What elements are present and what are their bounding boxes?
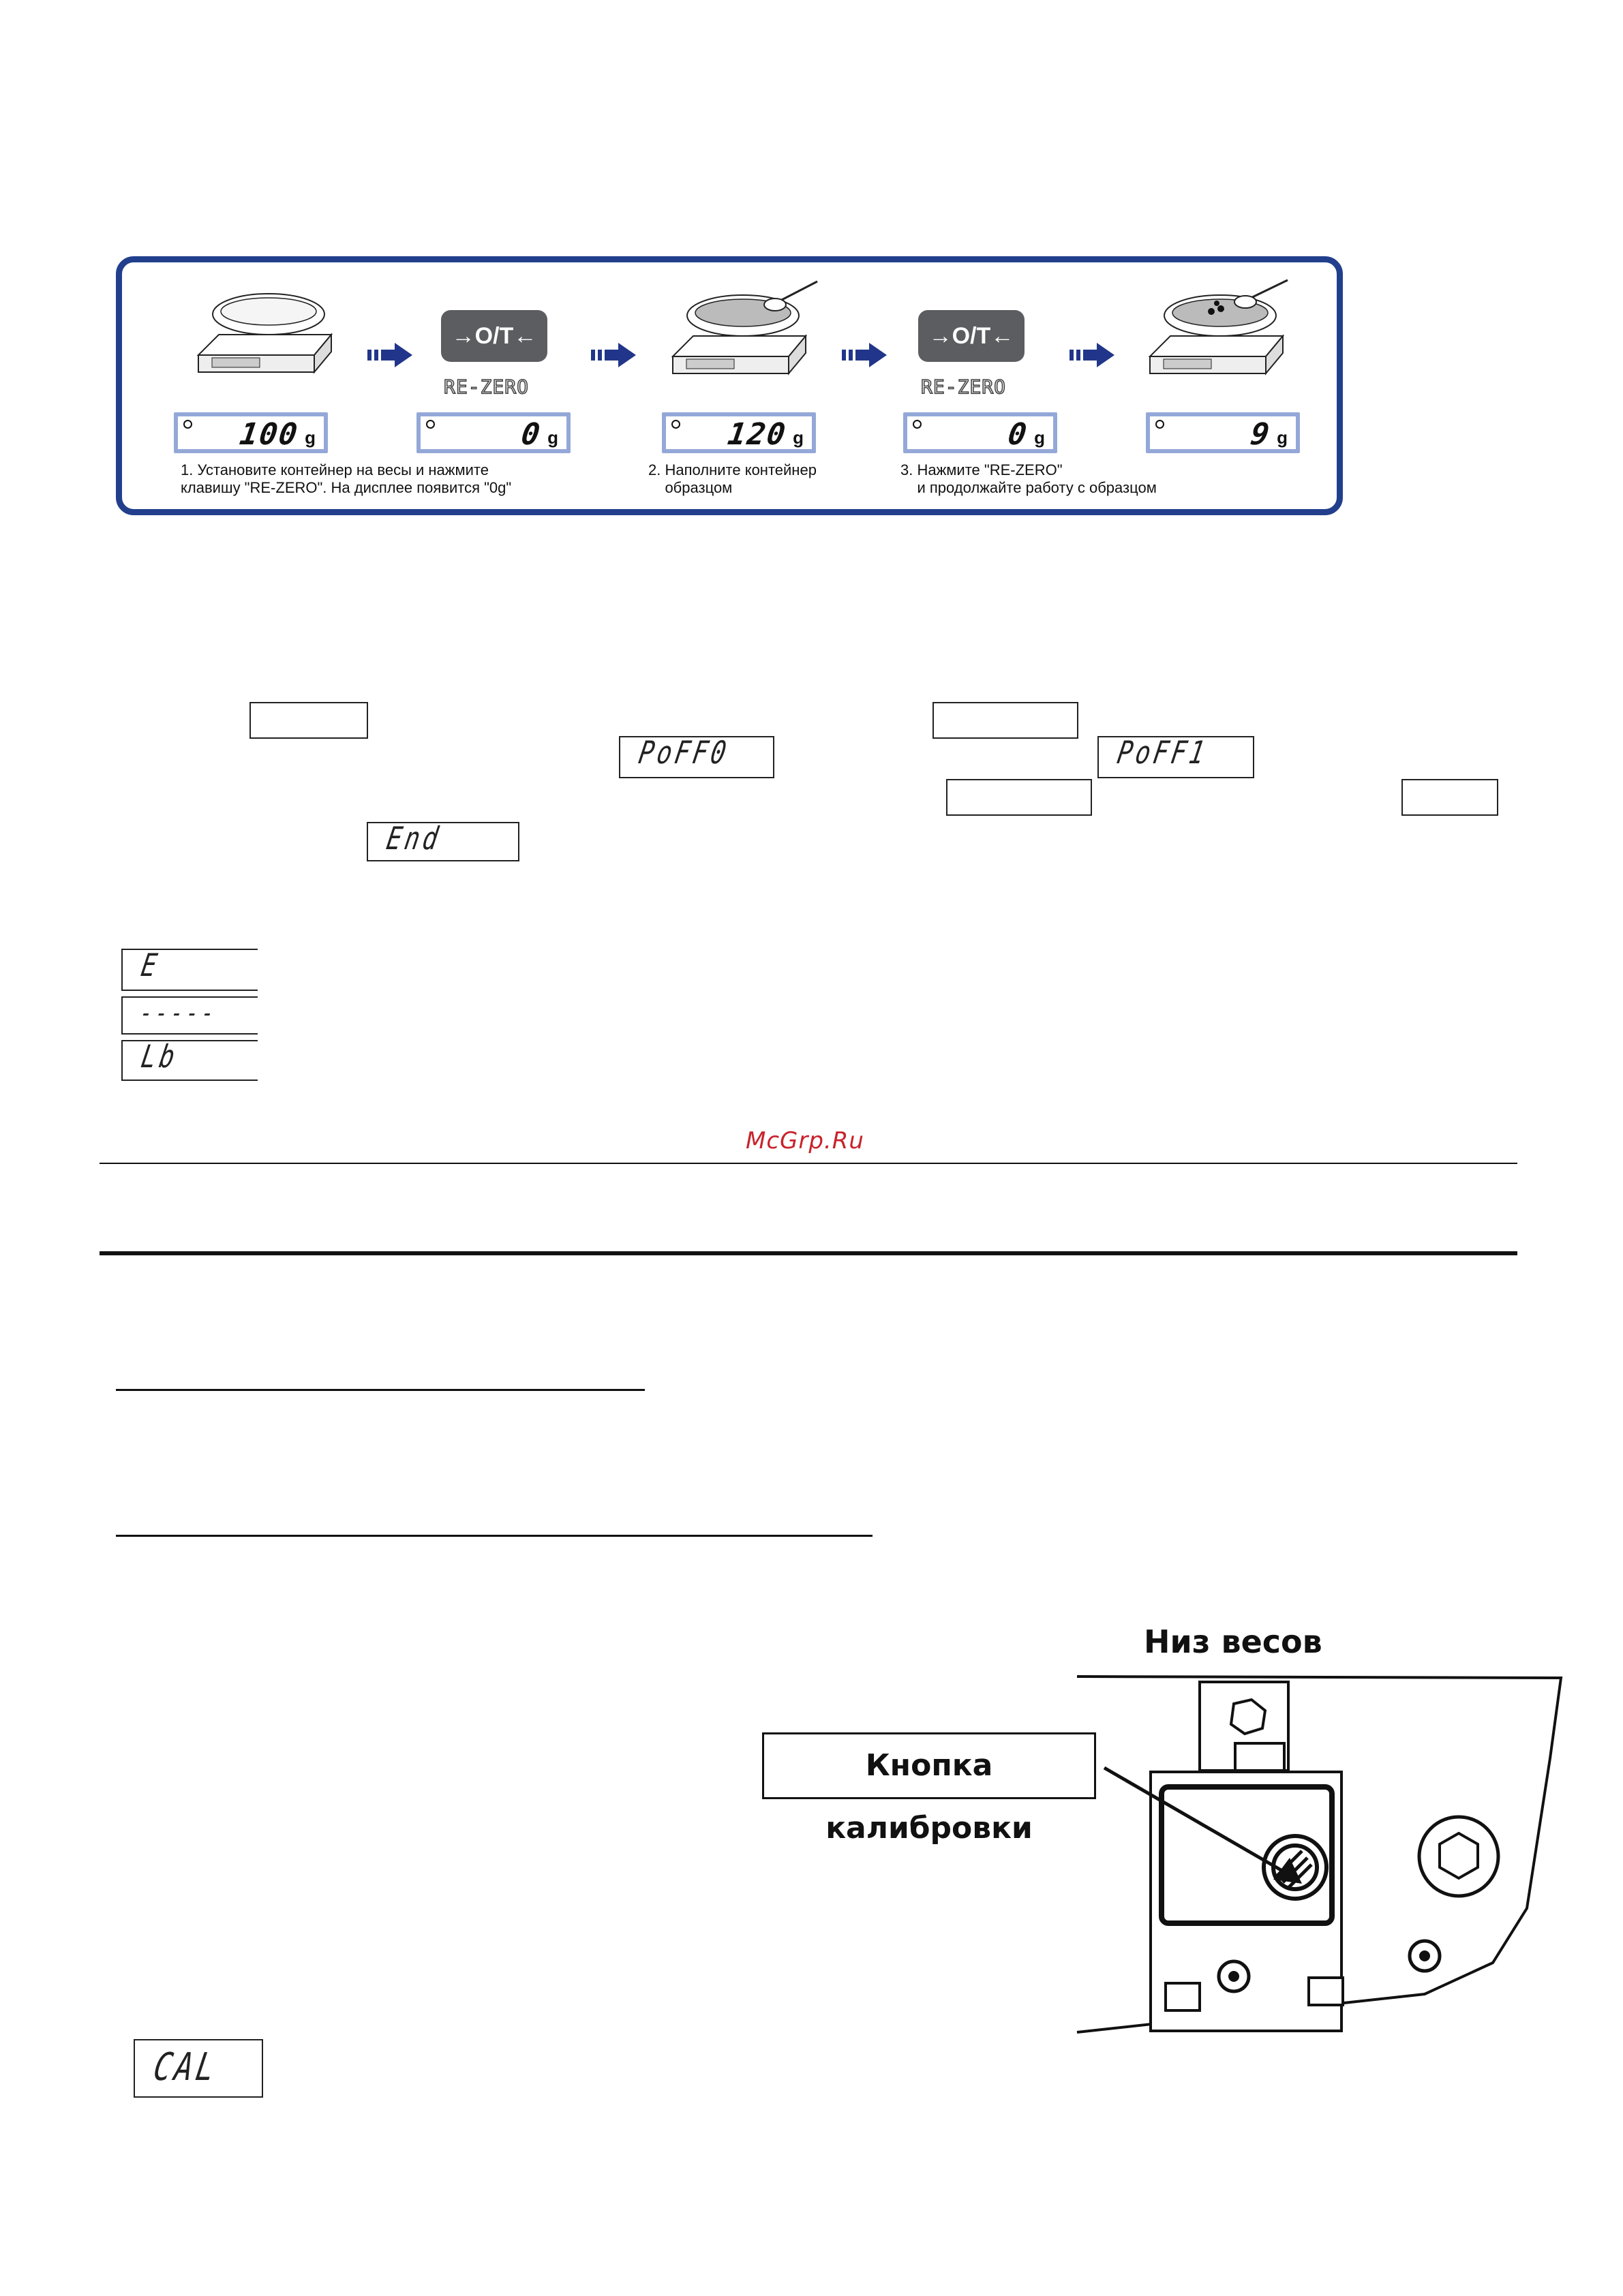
- display-cal: CAL: [134, 2039, 263, 2098]
- stable-indicator-icon: [183, 420, 192, 429]
- instruction-banner: [116, 256, 1343, 515]
- step-1-caption: 1. Установите контейнер на весы и нажмите клавишу "RE-ZERO". На дисплее появится "0g": [181, 461, 512, 496]
- divider-line: [100, 1251, 1517, 1255]
- divider-line: [100, 1163, 1517, 1164]
- lcd-display: [416, 412, 571, 453]
- key-box: [1401, 779, 1498, 816]
- callout-pointer-icon: [1091, 1764, 1336, 1900]
- display-e: E: [121, 949, 258, 991]
- lcd-unit: g: [1034, 427, 1045, 448]
- arrow-right-icon: [1070, 341, 1117, 369]
- step-3-caption: 3. Нажмите "RE-ZERO" и продолжайте работу с образцом: [900, 461, 1157, 496]
- watermark: McGrp.Ru: [746, 1127, 864, 1154]
- arrow-right-icon: [591, 341, 639, 369]
- lcd-unit: g: [1277, 427, 1288, 448]
- re-zero-label: RE-ZERO: [444, 376, 530, 398]
- stable-indicator-icon: [913, 420, 922, 429]
- lcd-unit: g: [547, 427, 558, 448]
- lcd-value: 0: [518, 417, 543, 452]
- re-zero-key: →O/T←: [441, 310, 547, 362]
- scale-with-bowl-icon: [185, 287, 342, 389]
- figure-title: Низ весов: [1144, 1623, 1322, 1660]
- underline: [116, 1535, 873, 1537]
- key-box: [932, 702, 1078, 739]
- display-poff0: PoFF0: [619, 736, 774, 778]
- underline: [116, 1389, 645, 1391]
- display-dashes: -----: [121, 996, 258, 1035]
- lcd-display: [903, 412, 1057, 453]
- stable-indicator-icon: [426, 420, 435, 429]
- lcd-display: [174, 412, 328, 453]
- step-2-caption: 2. Наполните контейнер образцом: [648, 461, 817, 496]
- calibration-button-callout: Кнопка калибровки: [762, 1732, 1096, 1799]
- key-box: [249, 702, 368, 739]
- key-box: [946, 779, 1092, 816]
- display-lb: Lb: [121, 1040, 258, 1081]
- re-zero-key: →O/T←: [918, 310, 1025, 362]
- lcd-display: [1146, 412, 1300, 453]
- lcd-value: 9: [1247, 417, 1273, 452]
- lcd-value: 120: [725, 417, 789, 452]
- display-poff1: PoFF1: [1097, 736, 1254, 778]
- scale-with-sample-icon: [1136, 276, 1300, 391]
- arrow-right-icon: [842, 341, 890, 369]
- display-end: End: [367, 822, 519, 861]
- re-zero-label: RE-ZERO: [921, 376, 1007, 398]
- lcd-value: 100: [237, 417, 301, 452]
- arrow-right-icon: [367, 341, 415, 369]
- stable-indicator-icon: [671, 420, 680, 429]
- stable-indicator-icon: [1155, 420, 1164, 429]
- lcd-unit: g: [793, 427, 804, 448]
- lcd-unit: g: [305, 427, 316, 448]
- lcd-value: 0: [1005, 417, 1030, 452]
- scale-with-sample-icon: [659, 276, 823, 391]
- lcd-display: [662, 412, 816, 453]
